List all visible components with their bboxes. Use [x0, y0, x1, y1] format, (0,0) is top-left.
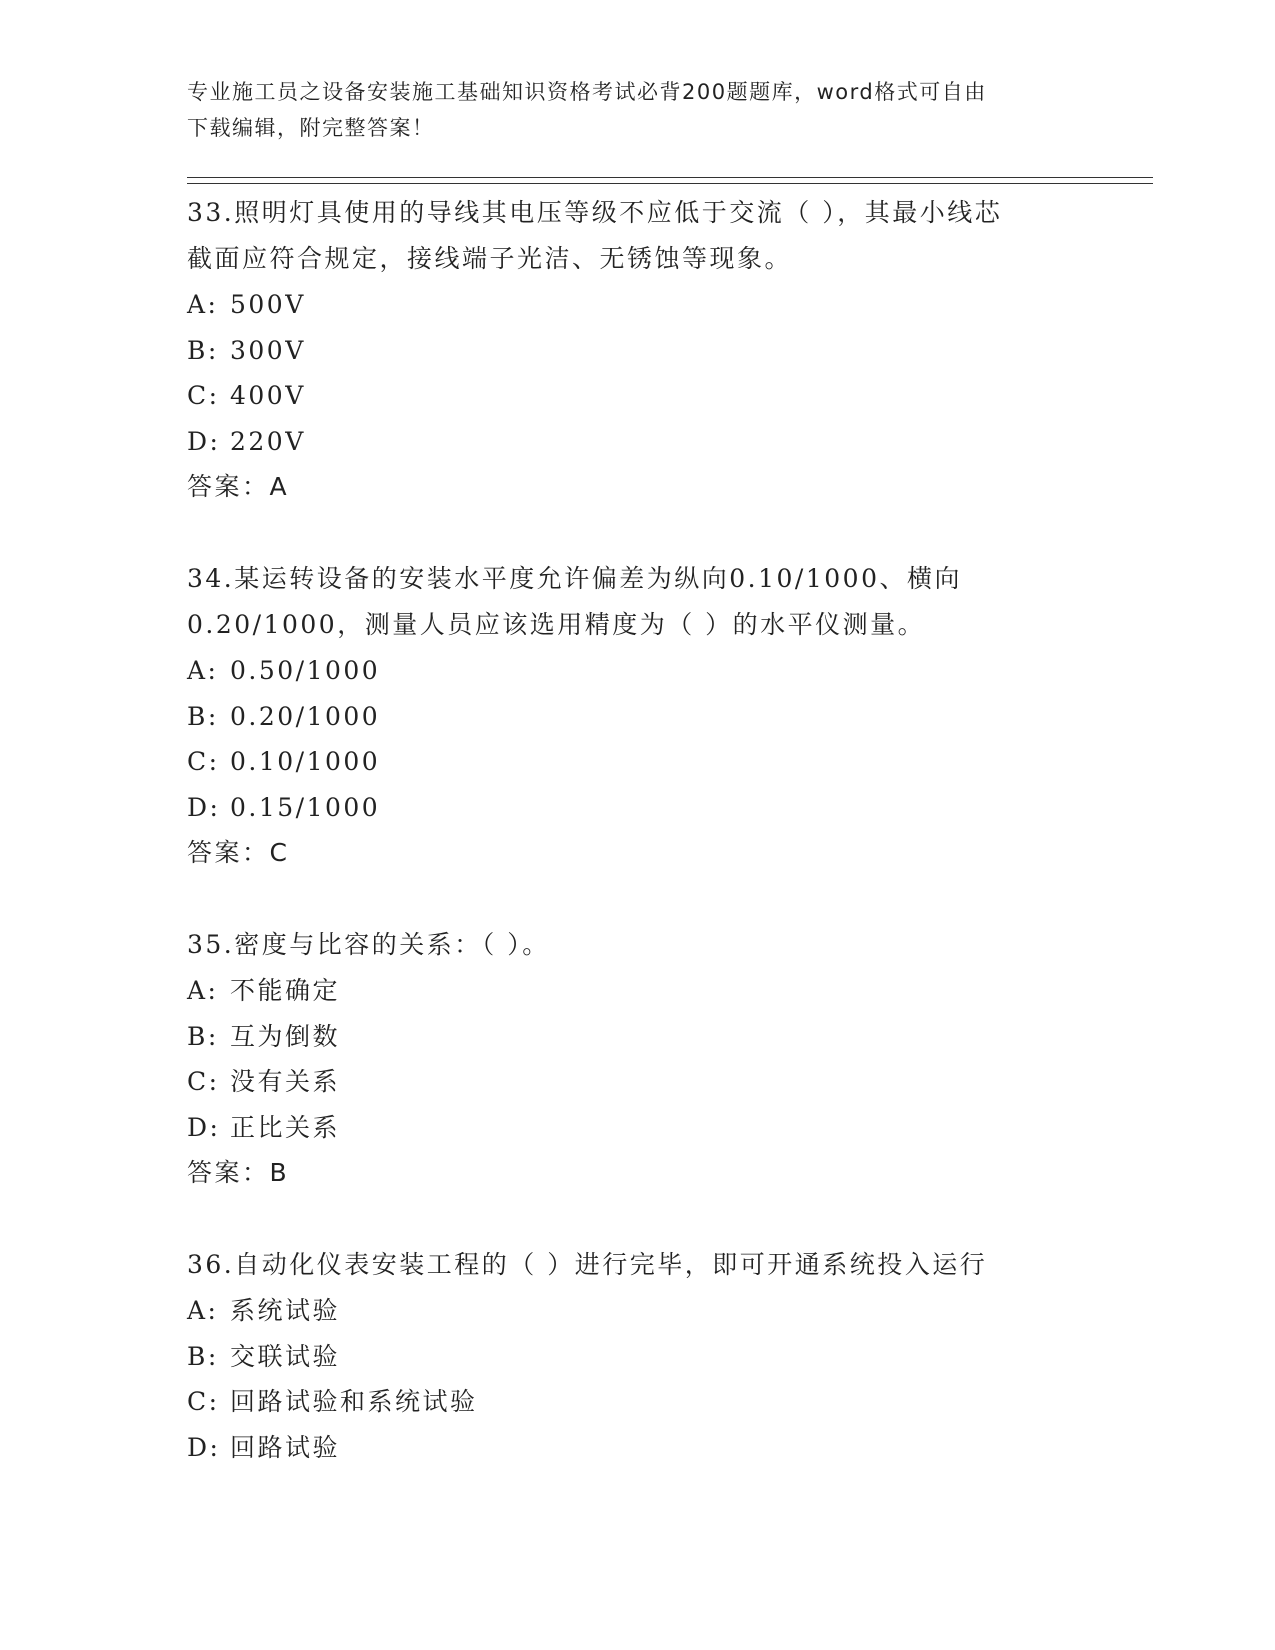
option-text: 300V [230, 335, 306, 365]
option-letter: C: [187, 381, 220, 410]
option-text: 500V [230, 290, 306, 319]
option-d [187, 785, 1087, 831]
question-stem: 34.某运转设备的安装水平度允许偏差为纵向0.10/1000、横向 [187, 564, 962, 593]
option-text: 0.20/1000 [230, 701, 381, 731]
option-text: 正比关系 [230, 1112, 341, 1142]
option-b [187, 1334, 1087, 1380]
option-text: 不能确定 [230, 976, 341, 1005]
option-a [187, 648, 1087, 694]
option-letter: B: [187, 701, 219, 731]
option-letter: B: [187, 335, 219, 365]
question-33 [187, 190, 1087, 510]
question-35 [187, 922, 1087, 1196]
option-letter: A: [187, 1296, 219, 1325]
question-stem: 36.自动化仪表安装工程的（ ）进行完毕，即可开通系统投入运行 [187, 1250, 988, 1279]
option-a [187, 282, 1087, 328]
option-text: 0.50/1000 [230, 656, 381, 685]
header-divider [187, 183, 1153, 184]
question-stem: 0.20/1000，测量人员应该选用精度为（ ）的水平仪测量。 [187, 610, 926, 639]
option-text: 没有关系 [230, 1067, 341, 1096]
option-b [187, 694, 1087, 740]
question-stem: 35.密度与比容的关系：（ ）。 [187, 930, 550, 959]
question-34 [187, 556, 1087, 876]
option-text: 回路试验和系统试验 [230, 1387, 478, 1416]
answer-key: 答案：A [187, 472, 290, 501]
question-36 [187, 1242, 1087, 1470]
answer-key: 答案：C [187, 838, 290, 867]
option-letter: A: [187, 976, 219, 1005]
option-b [187, 1014, 1087, 1060]
option-letter: B: [187, 1021, 219, 1051]
header-line: 专业施工员之设备安装施工基础知识资格考试必背200题题库，word格式可自由 [187, 80, 987, 104]
option-text: 回路试验 [230, 1432, 341, 1462]
option-c [187, 1379, 1087, 1425]
option-a [187, 968, 1087, 1014]
option-c [187, 373, 1087, 419]
option-letter: D: [187, 792, 221, 822]
option-letter: D: [187, 1112, 221, 1142]
option-d [187, 1425, 1087, 1471]
question-list [187, 190, 1087, 1516]
option-letter: C: [187, 1387, 220, 1416]
option-text: 0.10/1000 [230, 747, 381, 776]
option-text: 220V [230, 426, 306, 456]
question-stem: 截面应符合规定，接线端子光洁、无锈蚀等现象。 [187, 244, 793, 273]
option-text: 交联试验 [230, 1341, 341, 1371]
option-d [187, 419, 1087, 465]
option-c [187, 739, 1087, 785]
option-letter: D: [187, 426, 221, 456]
option-text: 0.15/1000 [230, 792, 381, 822]
option-letter: A: [187, 656, 219, 685]
option-letter: A: [187, 290, 219, 319]
option-text: 互为倒数 [230, 1021, 341, 1051]
option-a [187, 1288, 1087, 1334]
option-letter: B: [187, 1341, 219, 1371]
option-c [187, 1059, 1087, 1105]
option-letter: C: [187, 747, 220, 776]
question-stem: 33.照明灯具使用的导线其电压等级不应低于交流（ ），其最小线芯 [187, 198, 1003, 227]
answer-key: 答案：B [187, 1158, 290, 1187]
option-text: 系统试验 [230, 1296, 341, 1325]
option-letter: C: [187, 1067, 220, 1096]
header-line: 下载编辑，附完整答案！ [187, 116, 435, 140]
option-d [187, 1105, 1087, 1151]
header-divider [187, 177, 1153, 178]
document-header [187, 74, 1087, 146]
option-b [187, 328, 1087, 374]
option-letter: D: [187, 1432, 221, 1462]
option-text: 400V [230, 381, 306, 410]
